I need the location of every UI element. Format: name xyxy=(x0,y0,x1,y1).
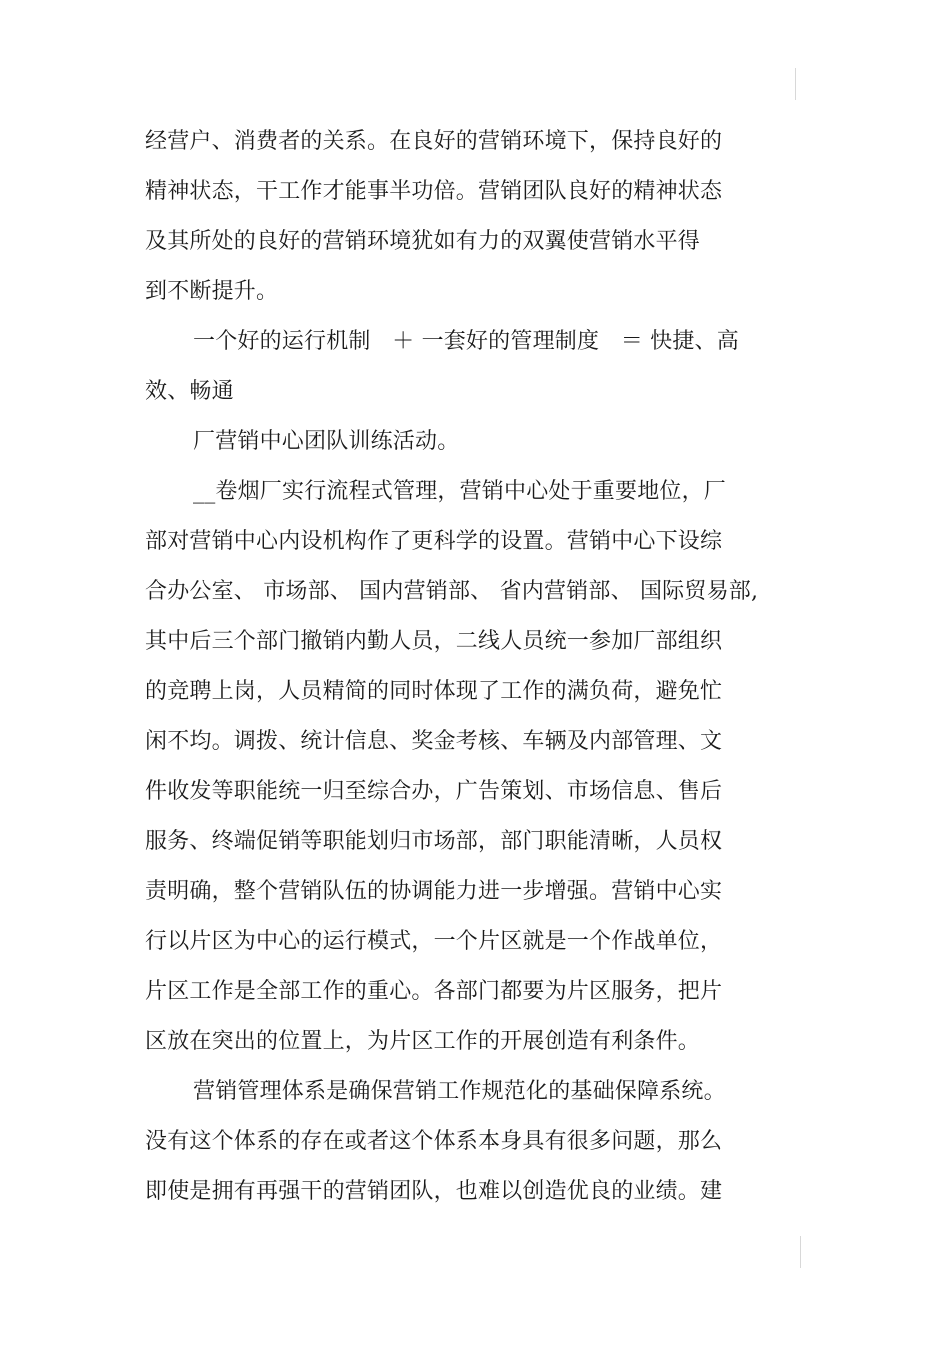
text-line: 责明确，整个营销队伍的协调能力进一步增强。营销中心实 xyxy=(145,879,723,904)
text-line: 服务、终端促销等职能划归市场部，部门职能清晰，人员权 xyxy=(145,829,723,854)
text-line: 的竞聘上岗，人员精简的同时体现了工作的满负荷，避免忙 xyxy=(145,679,723,704)
page-edge-mark-top xyxy=(795,68,796,100)
text-line: 经营户、消费者的关系。在良好的营销环境下，保持良好的 xyxy=(145,129,723,154)
text-line: 部对营销中心内设机构作了更科学的设置。营销中心下设综 xyxy=(145,529,723,554)
text-line: 没有这个体系的存在或者这个体系本身具有很多问题，那么 xyxy=(145,1129,723,1154)
text-line: 精神状态，干工作才能事半功倍。营销团队良好的精神状态 xyxy=(145,179,723,204)
text-line: 片区工作是全部工作的重心。各部门都要为片区服务，把片 xyxy=(145,979,723,1004)
text-line: 区放在突出的位置上，为片区工作的开展创造有利条件。 xyxy=(145,1029,701,1054)
text-line: 即使是拥有再强干的营销团队，也难以创造优良的业绩。建 xyxy=(145,1179,723,1204)
text-line: 其中后三个部门撤销内勤人员，二线人员统一参加厂部组织 xyxy=(145,629,723,654)
text-line: 闲不均。调拨、统计信息、奖金考核、车辆及内部管理、文 xyxy=(145,729,723,754)
text-line: 及其所处的良好的营销环境犹如有力的双翼使营销水平得 xyxy=(145,229,701,254)
text-line: __卷烟厂实行流程式管理，营销中心处于重要地位，厂 xyxy=(193,479,727,504)
text-line: 合办公室、 市场部、 国内营销部、 省内营销部、 国际贸易部, xyxy=(145,579,759,604)
text-line: 营销管理体系是确保营销工作规范化的基础保障系统。 xyxy=(193,1079,726,1104)
text-line: 效、畅通 xyxy=(145,379,234,404)
text-line: 一个好的运行机制 ＋ 一套好的管理制度 ＝ 快捷、高 xyxy=(193,329,739,354)
text-line: 件收发等职能统一归至综合办，广告策划、市场信息、售后 xyxy=(145,779,723,804)
text-line: 厂营销中心团队训练活动。 xyxy=(193,429,460,454)
page-edge-mark-bottom xyxy=(800,1236,801,1268)
text-line: 行以片区为中心的运行模式，一个片区就是一个作战单位， xyxy=(145,929,723,954)
text-line: 到不断提升。 xyxy=(145,279,279,304)
